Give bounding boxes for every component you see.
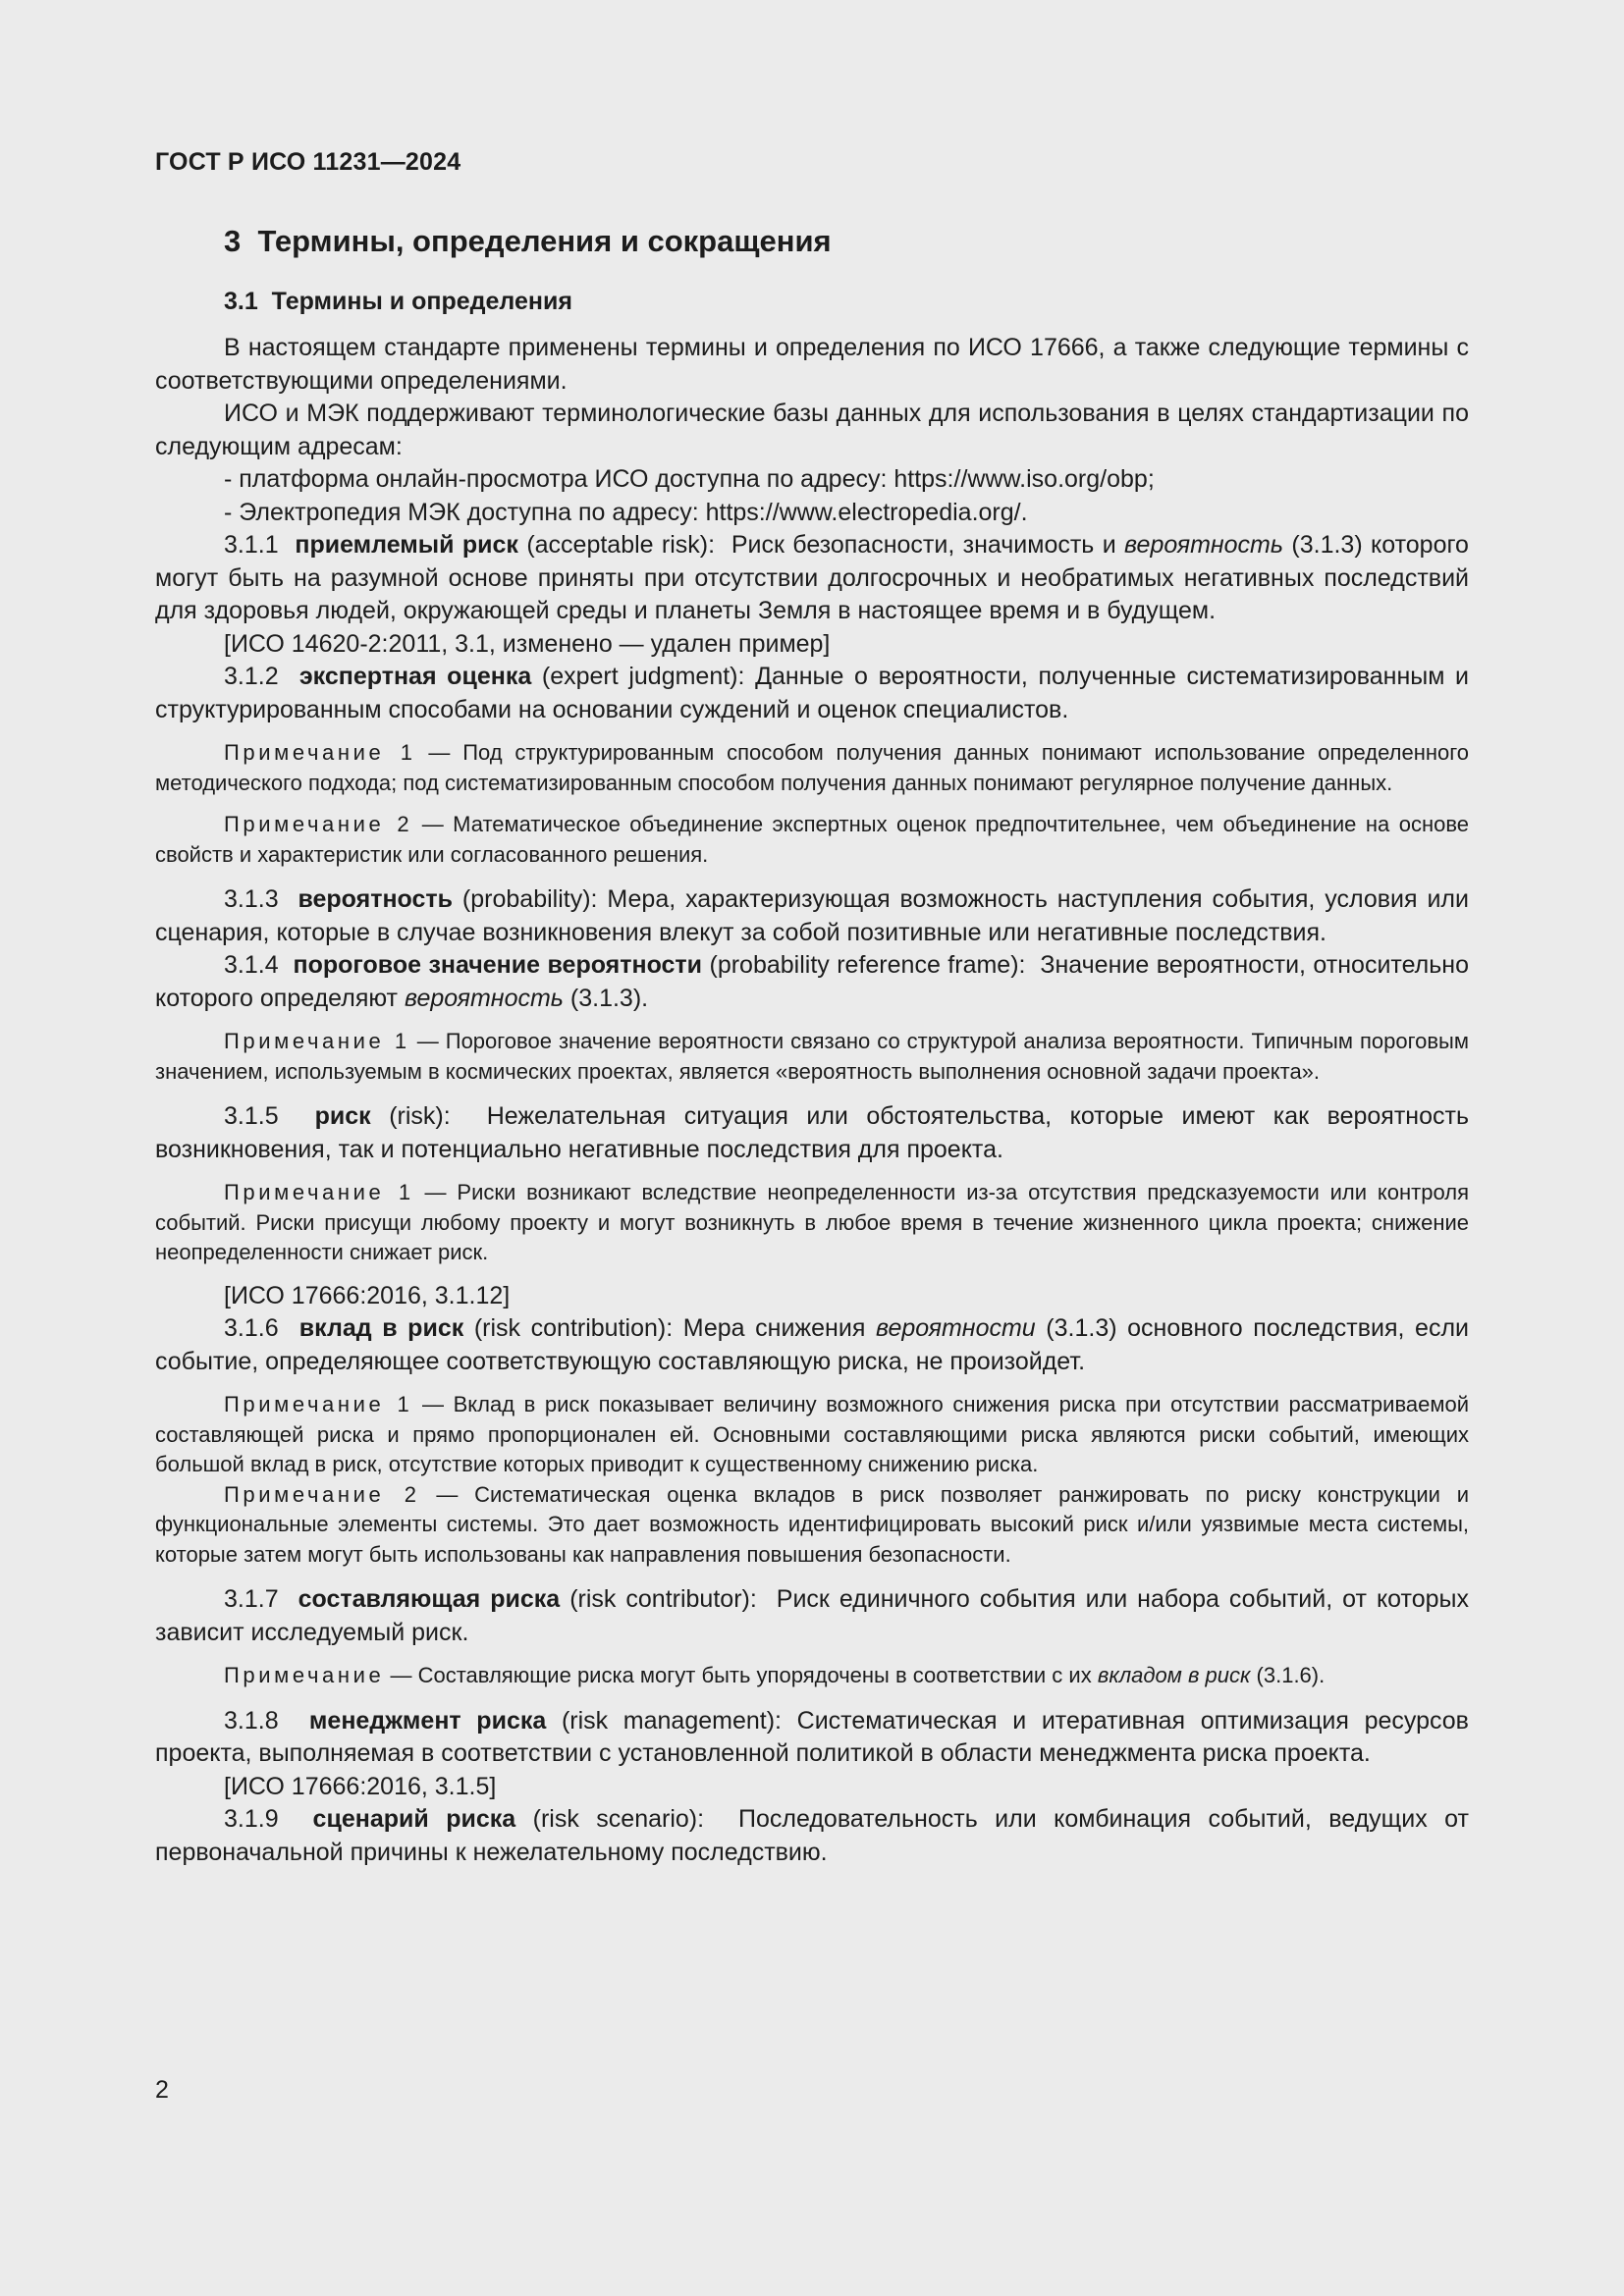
intro-list-item: - платформа онлайн-просмотра ИСО доступна по адресу: https://www.iso.org/obp; — [224, 465, 1155, 493]
document-header — [155, 148, 460, 177]
note-text: (3.1.6). — [1256, 1663, 1326, 1687]
doc-id: ГОСТ Р ИСО 11231—2024 — [155, 148, 461, 176]
term-name: менеджмент риска — [308, 1706, 547, 1735]
section-title — [224, 224, 832, 259]
term-number: 3.1.9 — [224, 1805, 279, 1833]
term-english: (risk): — [389, 1102, 451, 1130]
term-number: 3.1.8 — [224, 1706, 279, 1735]
note-text: — Математическое объединение экспертных оценок предпочтительнее, чем объединение на основе свойств и характеристик или согласованного решения. — [155, 812, 1470, 867]
term-english: (risk contributor): — [569, 1585, 757, 1613]
section-title-text: Термины, определения и сокращения — [257, 224, 832, 258]
term-reference: вероятность — [404, 984, 564, 1012]
term-definition: Значение вероятности, относительно которого определяют — [155, 951, 1469, 1012]
term-number: 3.1.6 — [224, 1314, 279, 1342]
term-source: [ИСО 14620-2:2011, 3.1, изменено — удален пример] — [224, 629, 831, 658]
term-number: 3.1.5 — [224, 1102, 279, 1130]
subsection-title — [224, 288, 572, 316]
term-name: риск — [314, 1102, 371, 1130]
term-source: [ИСО 17666:2016, 3.1.12] — [224, 1281, 511, 1309]
section-number: 3 — [224, 224, 242, 258]
note-label: Примечание 2 — [224, 1481, 420, 1507]
term-number: 3.1.3 — [224, 885, 279, 913]
term-reference: вкладом в риск — [1097, 1663, 1251, 1687]
note-label: Примечание 1 — [224, 740, 416, 765]
note-label: Примечание — [224, 1663, 385, 1687]
page-number: 2 — [155, 2076, 169, 2104]
term-name: вклад в риск — [298, 1314, 464, 1342]
term-source: [ИСО 17666:2016, 3.1.5] — [224, 1772, 497, 1800]
note-label: Примечание 1 — [224, 1029, 410, 1053]
term-definition: Нежелательная ситуация или обстоятельства, которые имеют как вероятность возникновения, так и потенциально негативные последствия для проекта. — [155, 1102, 1469, 1163]
term-definition: (3.1.3) основного последствия, если событие, определяющее соответствующую составляющую риска, не произойдет. — [155, 1314, 1469, 1375]
term-reference: вероятность — [1124, 531, 1284, 559]
note-label: Примечание 2 — [224, 812, 413, 836]
term-3-1-6 — [155, 1312, 1469, 1378]
term-definition: (3.1.3). — [569, 984, 649, 1012]
term-name: экспертная оценка — [298, 663, 532, 690]
subsection-title-text: Термины и определения — [271, 288, 572, 315]
term-definition: Мера снижения — [682, 1314, 866, 1342]
term-english: (risk contribution): — [473, 1314, 674, 1342]
term-name: пороговое значение вероятности — [293, 951, 703, 979]
term-number: 3.1.4 — [224, 951, 279, 979]
term-3-1-3 — [155, 883, 1469, 949]
note — [155, 738, 1469, 798]
term-name: сценарий риска — [312, 1805, 516, 1833]
term-english: (risk scenario): — [532, 1805, 705, 1833]
note-text: — Систематическая оценка вкладов в риск позволяет ранжировать по риску конструкции и функциональные элементы системы. Это дает возможность идентифицировать высокий риск и/или уязвимые места системы, которые затем могут быть использованы как направления повышения безопасности. — [155, 1481, 1469, 1567]
note-label: Примечание 1 — [224, 1180, 414, 1204]
term-english: (risk management): — [561, 1706, 782, 1735]
intro-paragraph-2: ИСО и МЭК поддерживают терминологические базы данных для использования в целях стандартизации по следующим адресам: — [155, 400, 1469, 460]
note-text: — Составляющие риска могут быть упорядочены в соответствии с их — [390, 1663, 1092, 1687]
term-definition: Риск единичного события или набора событий, от которых зависит исследуемый риск. — [155, 1585, 1469, 1646]
term-english: (probability reference frame): — [709, 951, 1026, 979]
term-name: приемлемый риск — [295, 531, 518, 559]
term-english: (expert judgment): — [541, 663, 745, 690]
term-number: 3.1.7 — [224, 1585, 279, 1613]
term-english: (probability): — [461, 885, 598, 913]
note — [155, 1480, 1469, 1571]
note-text: — Риски возникают вследствие неопределенности из-за отсутствия предсказуемости или контроля событий. Риски присущи любому проекту и могут возникнуть в любое время в течение жизненного цикла проекта; снижение неопределенности снижает риск. — [155, 1180, 1469, 1264]
term-3-1-2 — [155, 661, 1469, 726]
term-english: (acceptable risk): — [526, 531, 716, 559]
note-text: — Под структурированным способом получения данных понимают использование определенного методического подхода; под систематизированным способом получения данных понимают регулярное получение данных. — [155, 740, 1470, 795]
term-3-1-1 — [155, 529, 1469, 628]
intro-list-item: - Электропедия МЭК доступна по адресу: https://www.electropedia.org/. — [224, 498, 1028, 526]
term-definition: Данные о вероятности, полученные систематизированным и структурированным способами на основании суждений и оценок специалистов. — [155, 663, 1470, 723]
document-body — [155, 332, 1469, 1869]
term-definition: Последовательность или комбинация событий, ведущих от первоначальной причины к нежелательному последствию. — [155, 1805, 1469, 1866]
note — [155, 1027, 1469, 1087]
term-name: составляющая риска — [298, 1585, 561, 1613]
term-reference: вероятности — [875, 1314, 1036, 1342]
term-definition: (3.1.3) которого могут быть на разумной основе приняты при отсутствии долгосрочных и необратимых негативных последствий для здоровья людей, окружающей среды и планеты Земля в настоящее время и в будущем. — [155, 531, 1469, 624]
subsection-number: 3.1 — [224, 288, 258, 315]
term-3-1-5 — [155, 1100, 1469, 1166]
note — [155, 1178, 1469, 1268]
note — [155, 1661, 1469, 1691]
intro-paragraph-1: В настоящем стандарте применены термины и определения по ИСО 17666, а также следующие термины с соответствующими определениями. — [155, 334, 1469, 395]
term-definition: Мера, характеризующая возможность наступления события, условия или сценария, которые в случае возникновения влекут за собой позитивные или негативные последствия. — [155, 885, 1469, 946]
term-name: вероятность — [298, 885, 453, 913]
term-definition: Систематическая и итеративная оптимизация ресурсов проекта, выполняемая в соответствии с установленной политикой в области менеджмента риска проекта. — [155, 1706, 1469, 1767]
term-number: 3.1.1 — [224, 531, 279, 559]
term-3-1-9 — [155, 1803, 1469, 1869]
note — [155, 1390, 1469, 1480]
term-definition: Риск безопасности, значимость и — [731, 531, 1116, 559]
note-label: Примечание 1 — [224, 1392, 413, 1416]
note-text: — Вклад в риск показывает величину возможного снижения риска при отсутствии рассматриваемой составляющей риска и прямо пропорционален ей. Основными составляющими риска являются риски событий, имеющих большой вклад в риск, отсутствие которых приводит к существенному снижению риска. — [155, 1392, 1470, 1476]
term-3-1-4 — [155, 949, 1469, 1015]
term-number: 3.1.2 — [224, 663, 279, 690]
note-text: — Пороговое значение вероятности связано со структурой анализа вероятности. Типичным пороговым значением, используемым в космических проектах, является «вероятность выполнения основной задачи проекта». — [155, 1029, 1469, 1084]
term-3-1-8 — [155, 1705, 1469, 1771]
note — [155, 810, 1469, 870]
term-3-1-7 — [155, 1583, 1469, 1649]
